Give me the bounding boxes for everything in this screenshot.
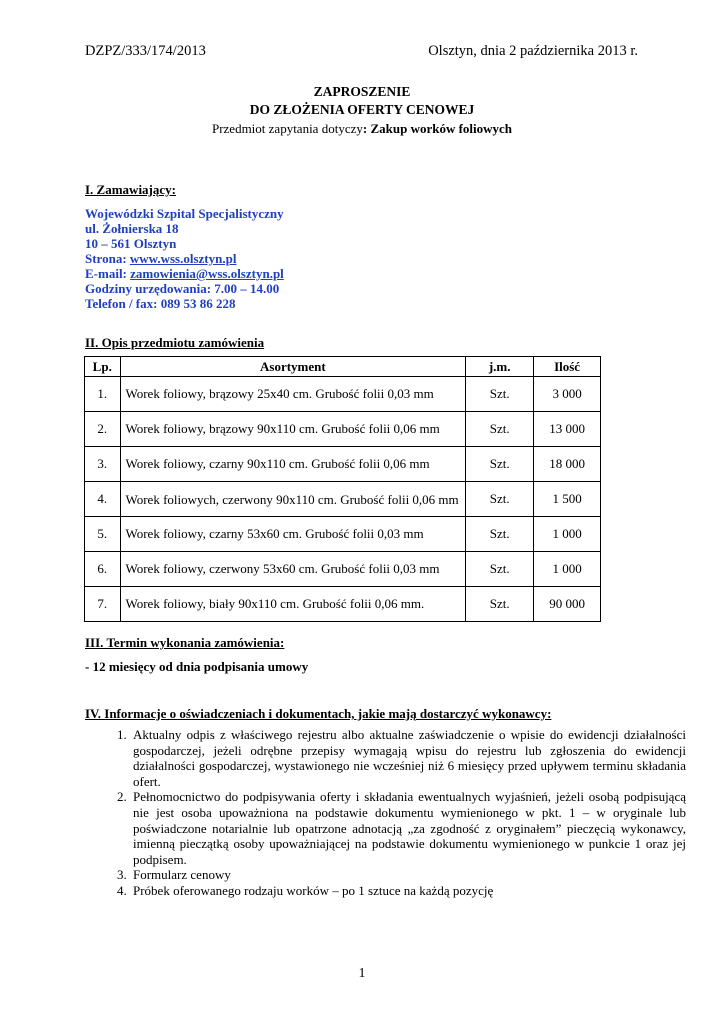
row-unit: Szt.	[466, 552, 534, 587]
list-item: 1. Aktualny odpis z właściwego rejestru albo aktualne zaświadczenie o wpisie do ewidencji działalności gospodarczej, jeżeli odrębne przepisy wymagają wpisu do rejestru lub zgłoszenia do ewidencji działalności gospodarczej, wystawionego nie wcześniej niż 6 miesięcy przed upływem terminu składania ofert.	[130, 727, 686, 789]
column-header-assortment: Asortyment	[120, 357, 466, 377]
row-unit: Szt.	[466, 517, 534, 552]
hospital-city: 10 – 561 Olsztyn	[85, 236, 177, 251]
email-line	[85, 266, 284, 282]
column-header-unit: j.m.	[466, 357, 534, 377]
page-number: 1	[358, 966, 366, 981]
section-heading-order-description: II. Opis przedmiotu zamówienia	[85, 335, 265, 350]
row-quantity: 1 000	[534, 552, 601, 587]
table-row	[85, 552, 601, 587]
hospital-street: ul. Żołnierska 18	[85, 221, 179, 236]
row-quantity: 90 000	[534, 587, 601, 622]
subject-line: Przedmiot zapytania dotyczy: Zakup worków foliowych	[211, 121, 513, 136]
row-item: Worek foliowy, czarny 53x60 cm. Grubość folii 0,03 mm	[120, 517, 466, 552]
row-number: 4.	[85, 482, 121, 517]
subject-prefix: Przedmiot zapytania dotyczy	[211, 121, 363, 136]
row-item: Worek foliowy, brązowy 25x40 cm. Grubość folii 0,03 mm	[120, 377, 466, 412]
row-quantity: 1 500	[534, 482, 601, 517]
table-header-row	[85, 357, 601, 377]
subject-value: Zakup worków foliowych	[370, 121, 513, 136]
row-item: Worek foliowy, brązowy 90x110 cm. Grubość folii 0,06 mm	[120, 412, 466, 447]
email-label: E-mail:	[85, 266, 127, 281]
website-link[interactable]: www.wss.olsztyn.pl	[129, 251, 237, 266]
items-table	[84, 356, 601, 622]
row-number: 6.	[85, 552, 121, 587]
column-header-lp: Lp.	[85, 357, 121, 377]
document-title-line2: DO ZŁOŻENIA OFERTY CENOWEJ	[249, 102, 475, 117]
row-item: Worek foliowych, czerwony 90x110 cm. Grubość folii 0,06 mm	[120, 482, 466, 517]
website-label: Strona:	[85, 251, 127, 266]
table-row	[85, 377, 601, 412]
row-item: Worek foliowy, biały 90x110 cm. Grubość folii 0,06 mm.	[120, 587, 466, 622]
row-unit: Szt.	[466, 412, 534, 447]
row-number: 7.	[85, 587, 121, 622]
row-quantity: 3 000	[534, 377, 601, 412]
document-title: ZAPROSZENIE	[313, 84, 411, 99]
row-quantity: 13 000	[534, 412, 601, 447]
list-item: 3. Formularz cenowy	[130, 867, 686, 883]
list-item: 4. Próbek oferowanego rodzaju worków – po 1 sztuce na każdą pozycję	[130, 883, 686, 899]
row-unit: Szt.	[466, 377, 534, 412]
website-line	[85, 251, 236, 267]
table-row	[85, 447, 601, 482]
row-item: Worek foliowy, czerwony 53x60 cm. Grubość folii 0,03 mm	[120, 552, 466, 587]
section-heading-documents: IV. Informacje o oświadczeniach i dokumentach, jakie mają dostarczyć wykonawcy:	[85, 706, 552, 721]
place-and-date: Olsztyn, dnia 2 października 2013 r.	[428, 43, 638, 59]
deadline-value: - 12 miesięcy od dnia podpisania umowy	[85, 659, 309, 674]
documents-list	[85, 727, 686, 899]
phone-fax: Telefon / fax: 089 53 86 228	[85, 296, 236, 311]
table-row	[85, 482, 601, 517]
hospital-name: Wojewódzki Szpital Specjalistyczny	[85, 206, 284, 221]
section-heading-deadline: III. Termin wykonania zamówienia:	[85, 635, 285, 650]
office-hours: Godziny urzędowania: 7.00 – 14.00	[85, 281, 280, 296]
row-unit: Szt.	[466, 447, 534, 482]
email-link[interactable]: zamowienia@wss.olsztyn.pl	[130, 266, 284, 281]
table-row	[85, 517, 601, 552]
row-number: 2.	[85, 412, 121, 447]
list-item: 2. Pełnomocnictwo do podpisywania oferty i składania ewentualnych wyjaśnień, jeżeli osobą podpisującą nie jest osoba upoważniona na podstawie dokumentu wymienionego w pkt. 1 – w oryginale lub poświadczone notarialnie lub opatrzone adnotacją „za zgodność z oryginałem” pieczęcią wykonawcy, imienną pieczątką osoby upoważniającej na podstawie dokumentu wymienionego w punkcie 1 oraz jej podpisem.	[130, 789, 686, 867]
row-quantity: 1 000	[534, 517, 601, 552]
column-header-quantity: Ilość	[534, 357, 601, 377]
row-unit: Szt.	[466, 587, 534, 622]
document-reference: DZPZ/333/174/2013	[85, 43, 206, 59]
row-item: Worek foliowy, czarny 90x110 cm. Grubość folii 0,06 mm	[120, 447, 466, 482]
row-number: 1.	[85, 377, 121, 412]
table-row	[85, 587, 601, 622]
table-row	[85, 412, 601, 447]
row-number: 3.	[85, 447, 121, 482]
section-heading-ordering-party: I. Zamawiający:	[85, 182, 176, 197]
row-quantity: 18 000	[534, 447, 601, 482]
row-number: 5.	[85, 517, 121, 552]
row-unit: Szt.	[466, 482, 534, 517]
